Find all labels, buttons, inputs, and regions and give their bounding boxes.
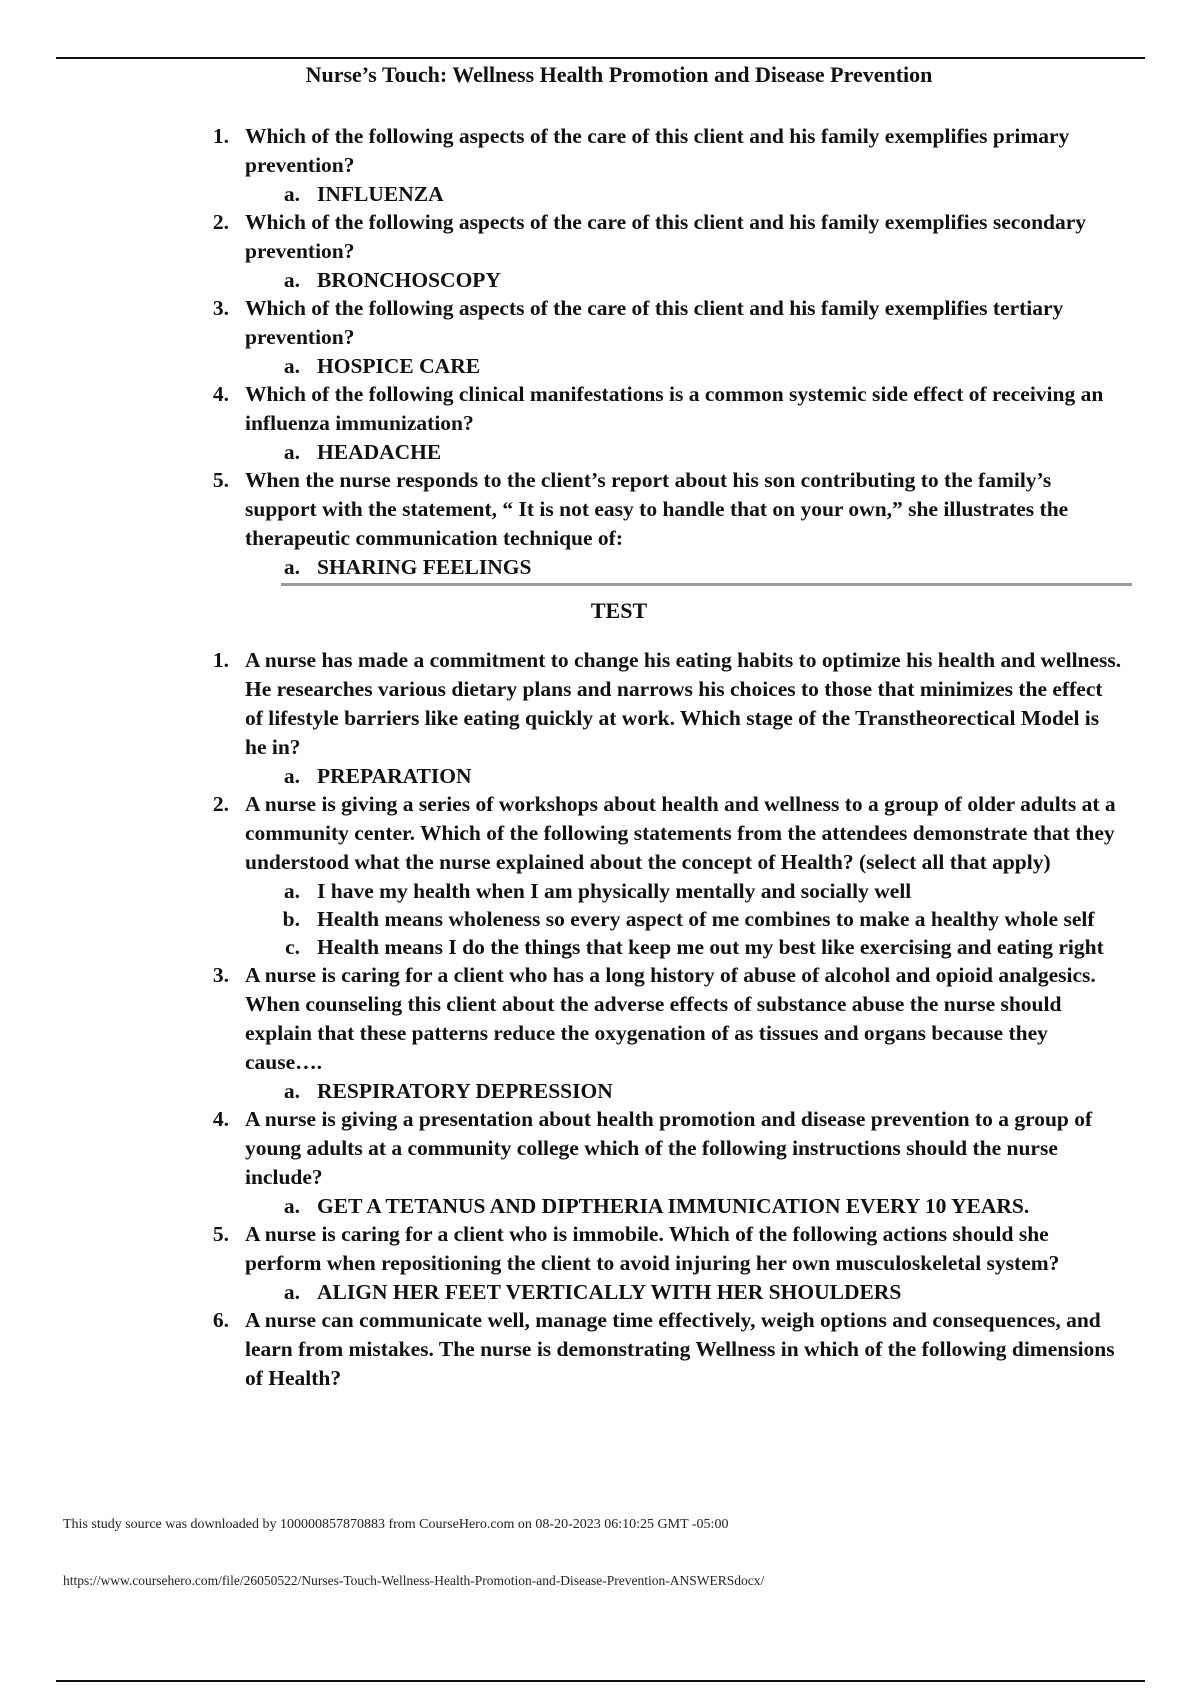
answer-item (0, 266, 1200, 294)
section-2-question-list (0, 646, 1200, 1393)
page-title: Nurse’s Touch: Wellness Health Promotion and Disease Prevention (305, 62, 933, 87)
answer-letter: a. (283, 440, 300, 464)
question-number: 5. (212, 468, 229, 492)
answer-item (0, 352, 1200, 380)
answer-text: INFLUENZA (317, 182, 444, 206)
question-text: When the nurse responds to the client’s report about his son contributing to the family’s support with the statement, “ It is not easy to handle that on your own,” she illustrates the therapeutic communication technique of: (245, 468, 1069, 550)
question-text: A nurse is caring for a client who is immobile. Which of the following actions should she perform when repositioning the client to avoid injuring her own musculoskeletal system? (245, 1222, 1060, 1275)
answer-letter: a. (283, 764, 300, 788)
answer-text: GET A TETANUS AND DIPTHERIA IMMUNICATION EVERY 10 YEARS. (317, 1194, 1030, 1218)
answer-text: RESPIRATORY DEPRESSION (317, 1079, 613, 1103)
question-number: 4. (212, 382, 229, 406)
question-number: 1. (212, 124, 229, 148)
question-item (0, 790, 1200, 877)
answer-item (0, 933, 1200, 961)
question-number: 6. (212, 1308, 229, 1332)
answer-letter: a. (283, 1079, 300, 1103)
footer-source-note: This study source was downloaded by 100000857870883 from CourseHero.com on 08-20-2023 06:10:25 GMT -05:00 (63, 1517, 729, 1532)
question-text: A nurse can communicate well, manage time effectively, weigh options and consequences, and learn from mistakes. The nurse is demonstrating Wellness in which of the following dimensions of Health? (245, 1308, 1115, 1390)
answer-item (0, 1077, 1200, 1105)
answer-text: Health means I do the things that keep me out my best like exercising and eating right (317, 935, 1104, 959)
answer-letter: a. (283, 354, 300, 378)
answer-text: BRONCHOSCOPY (317, 268, 501, 292)
question-item (0, 1220, 1200, 1278)
question-number: 4. (212, 1107, 229, 1131)
answer-letter: c. (285, 935, 300, 959)
answer-text: HOSPICE CARE (317, 354, 481, 378)
question-text: Which of the following aspects of the care of this client and his family exemplifies secondary prevention? (245, 210, 1087, 263)
footer-url[interactable]: https://www.coursehero.com/file/26050522/Nurses-Touch-Wellness-Health-Promotion-and-Disease-Prevention-ANSWERSdocx/ (63, 1573, 765, 1588)
question-number: 5. (212, 1222, 229, 1246)
answer-item (0, 905, 1200, 933)
answer-text: PREPARATION (317, 764, 472, 788)
question-text: A nurse is giving a presentation about health promotion and disease prevention to a group of young adults at a community college which of the following instructions should the nurse include? (245, 1107, 1093, 1189)
question-number: 3. (212, 296, 229, 320)
answer-text: SHARING FEELINGS (317, 555, 532, 579)
question-number: 3. (212, 963, 229, 987)
answer-item (0, 438, 1200, 466)
answer-item (0, 553, 1200, 581)
question-item (0, 208, 1200, 266)
question-text: A nurse is giving a series of workshops about health and wellness to a group of older adults at a community center. Which of the following statements from the attendees demonstrate that they understood what the nurse explained about the concept of Health? (select all that apply) (245, 792, 1116, 874)
answer-letter: a. (283, 268, 300, 292)
question-item (0, 1105, 1200, 1192)
question-text: Which of the following aspects of the care of this client and his family exemplifies primary prevention? (245, 124, 1070, 177)
section-1-question-list (0, 122, 1200, 586)
answer-text: ALIGN HER FEET VERTICALLY WITH HER SHOULDERS (317, 1280, 902, 1304)
answer-text: HEADACHE (317, 440, 442, 464)
question-item (0, 466, 1200, 553)
question-text: Which of the following clinical manifestations is a common systemic side effect of receiving an influenza immunization? (245, 382, 1104, 435)
answer-letter: a. (283, 1194, 300, 1218)
answer-letter: a. (283, 555, 300, 579)
question-number: 2. (212, 792, 229, 816)
answer-letter: b. (282, 907, 300, 931)
question-text: A nurse has made a commitment to change his eating habits to optimize his health and wellness. He researches various dietary plans and narrows his choices to those that minimizes the effect of lifestyle barriers like eating quickly at work. Which stage of the Transtheorectical Model is he in? (245, 648, 1122, 759)
answer-item (0, 1192, 1200, 1220)
question-item (0, 294, 1200, 352)
answer-item (0, 877, 1200, 905)
bottom-rule (56, 1680, 1145, 1682)
answer-letter: a. (283, 182, 300, 206)
question-item (0, 646, 1200, 762)
question-number: 2. (212, 210, 229, 234)
answer-letter: a. (283, 879, 300, 903)
question-item (0, 961, 1200, 1077)
question-item (0, 122, 1200, 180)
question-item (0, 1306, 1200, 1393)
answer-text: I have my health when I am physically mentally and socially well (317, 879, 912, 903)
answer-item (0, 1278, 1200, 1306)
top-rule (56, 57, 1145, 59)
section-divider (281, 583, 1132, 586)
question-text: A nurse is caring for a client who has a long history of abuse of alcohol and opioid analgesics. When counseling this client about the adverse effects of substance abuse the nurse should explain that these patterns reduce the oxygenation of as tissues and organs because they cause…. (245, 963, 1096, 1074)
question-text: Which of the following aspects of the care of this client and his family exemplifies tertiary prevention? (245, 296, 1064, 349)
question-item (0, 380, 1200, 438)
section-heading-test: TEST (590, 598, 648, 623)
answer-item (0, 762, 1200, 790)
answer-letter: a. (283, 1280, 300, 1304)
answer-text: Health means wholeness so every aspect of me combines to make a healthy whole self (317, 907, 1095, 931)
answer-item (0, 180, 1200, 208)
question-number: 1. (212, 648, 229, 672)
